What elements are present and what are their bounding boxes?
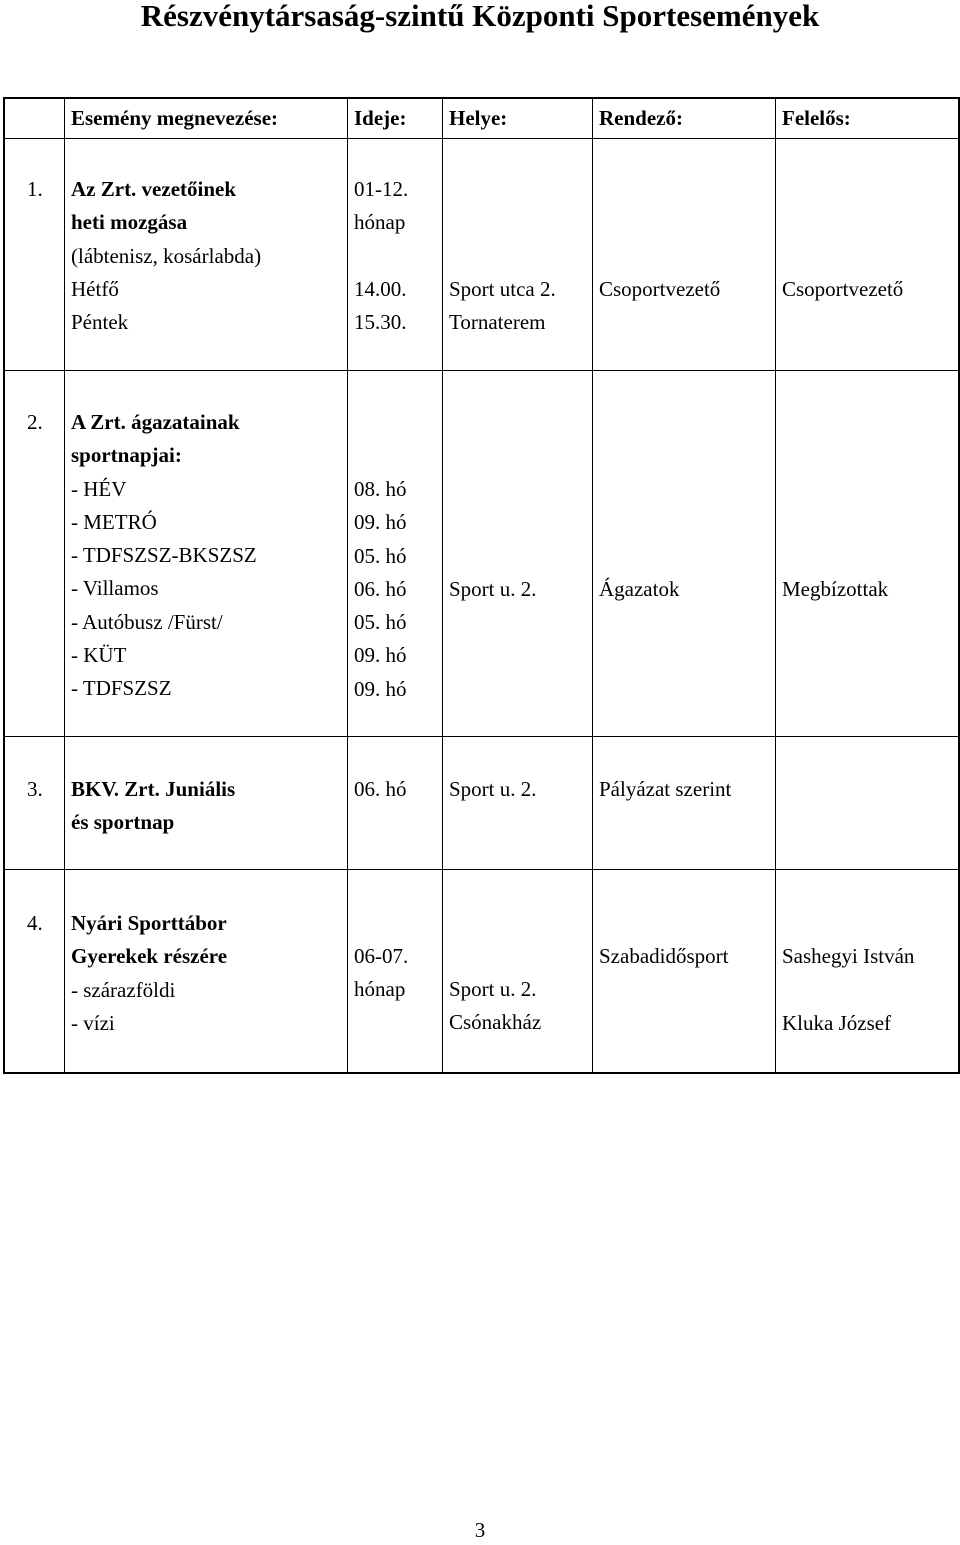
responsible-line: Sashegyi István	[782, 944, 915, 968]
event-line: Gyerekek részére	[71, 944, 228, 969]
events-table	[3, 97, 960, 1074]
time-line: 05. hó	[354, 610, 407, 635]
event-line: A Zrt. ágazatainak	[71, 410, 240, 434]
header-event: Esemény megnevezése:	[71, 106, 279, 130]
row-number: 1.	[27, 177, 43, 201]
row-divider	[5, 869, 958, 870]
time-line: 15.30.	[354, 310, 407, 335]
time-line: 06. hó	[354, 576, 407, 601]
row-number: 4.	[27, 911, 43, 935]
event-place	[449, 273, 556, 340]
event-name	[71, 907, 227, 1040]
place-line: Tornaterem	[449, 310, 546, 335]
header-place: Helye:	[449, 106, 508, 130]
column-divider	[592, 99, 593, 1072]
event-line: sportnapjai:	[71, 443, 182, 468]
event-time	[354, 173, 408, 339]
event-line: Hétfő	[71, 276, 119, 301]
event-line: és sportnap	[71, 810, 175, 835]
event-line: - szárazföldi	[71, 977, 176, 1002]
event-place: Sport u. 2.	[449, 577, 537, 601]
row-number: 3.	[27, 777, 43, 801]
event-line: - KÜT	[71, 643, 127, 668]
event-line: - Autóbusz /Fürst/	[71, 609, 223, 634]
event-line: - vízi	[71, 1010, 115, 1035]
event-line: - TDFSZSZ-BKSZSZ	[71, 543, 257, 568]
event-time: 06. hó	[354, 777, 407, 801]
event-line: - METRÓ	[71, 509, 157, 534]
responsible-line	[782, 973, 914, 1006]
responsible-line: Kluka József	[782, 1010, 892, 1035]
column-divider	[442, 99, 443, 1072]
time-line	[354, 240, 408, 273]
row-divider	[5, 138, 958, 139]
time-line: 01-12.	[354, 177, 409, 201]
event-line: (lábtenisz, kosárlabda)	[71, 243, 262, 268]
time-line: 06-07.	[354, 944, 409, 968]
place-line: Csónakház	[449, 1010, 542, 1035]
time-line: 09. hó	[354, 510, 407, 535]
event-line: - Villamos	[71, 576, 159, 601]
event-name	[71, 773, 235, 840]
page-title: Részvénytársaság-szintű Központi Sportesemények	[140, 0, 820, 33]
column-divider	[775, 99, 776, 1072]
event-place	[449, 973, 541, 1040]
event-organizer: Csoportvezető	[599, 277, 721, 301]
time-line: hónap	[354, 977, 406, 1002]
event-time	[354, 940, 408, 1007]
time-line: 14.00.	[354, 276, 407, 301]
event-name	[71, 406, 257, 706]
column-divider	[64, 99, 65, 1072]
time-line: 09. hó	[354, 676, 407, 701]
event-line: Nyári Sporttábor	[71, 911, 227, 935]
time-line: hónap	[354, 210, 406, 235]
row-divider	[5, 370, 958, 371]
event-organizer: Pályázat szerint	[599, 777, 732, 801]
time-line: 05. hó	[354, 543, 407, 568]
place-line: Sport u. 2.	[449, 977, 537, 1001]
event-line: Az Zrt. vezetőinek	[71, 177, 237, 201]
row-number: 2.	[27, 410, 43, 434]
event-line: - HÉV	[71, 476, 127, 501]
page-number: 3	[474, 1518, 486, 1542]
event-name	[71, 173, 261, 339]
event-responsible: Megbízottak	[782, 577, 889, 601]
header-time: Ideje:	[354, 106, 407, 130]
time-line: 09. hó	[354, 643, 407, 668]
place-line: Sport utca 2.	[449, 277, 556, 301]
event-time	[354, 473, 407, 706]
event-line: Péntek	[71, 310, 129, 335]
time-line: 08. hó	[354, 477, 407, 501]
event-line: - TDFSZSZ	[71, 676, 172, 701]
event-organizer: Szabadidősport	[599, 944, 729, 968]
event-responsible: Csoportvezető	[782, 277, 904, 301]
column-divider	[347, 99, 348, 1072]
header-responsible: Felelős:	[782, 106, 851, 130]
row-divider	[5, 736, 958, 737]
event-line: heti mozgása	[71, 210, 188, 235]
event-place: Sport u. 2.	[449, 777, 537, 801]
event-organizer: Ágazatok	[599, 577, 680, 601]
event-line: BKV. Zrt. Juniális	[71, 777, 236, 801]
event-responsible	[782, 940, 914, 1040]
header-organizer: Rendező:	[599, 106, 683, 130]
